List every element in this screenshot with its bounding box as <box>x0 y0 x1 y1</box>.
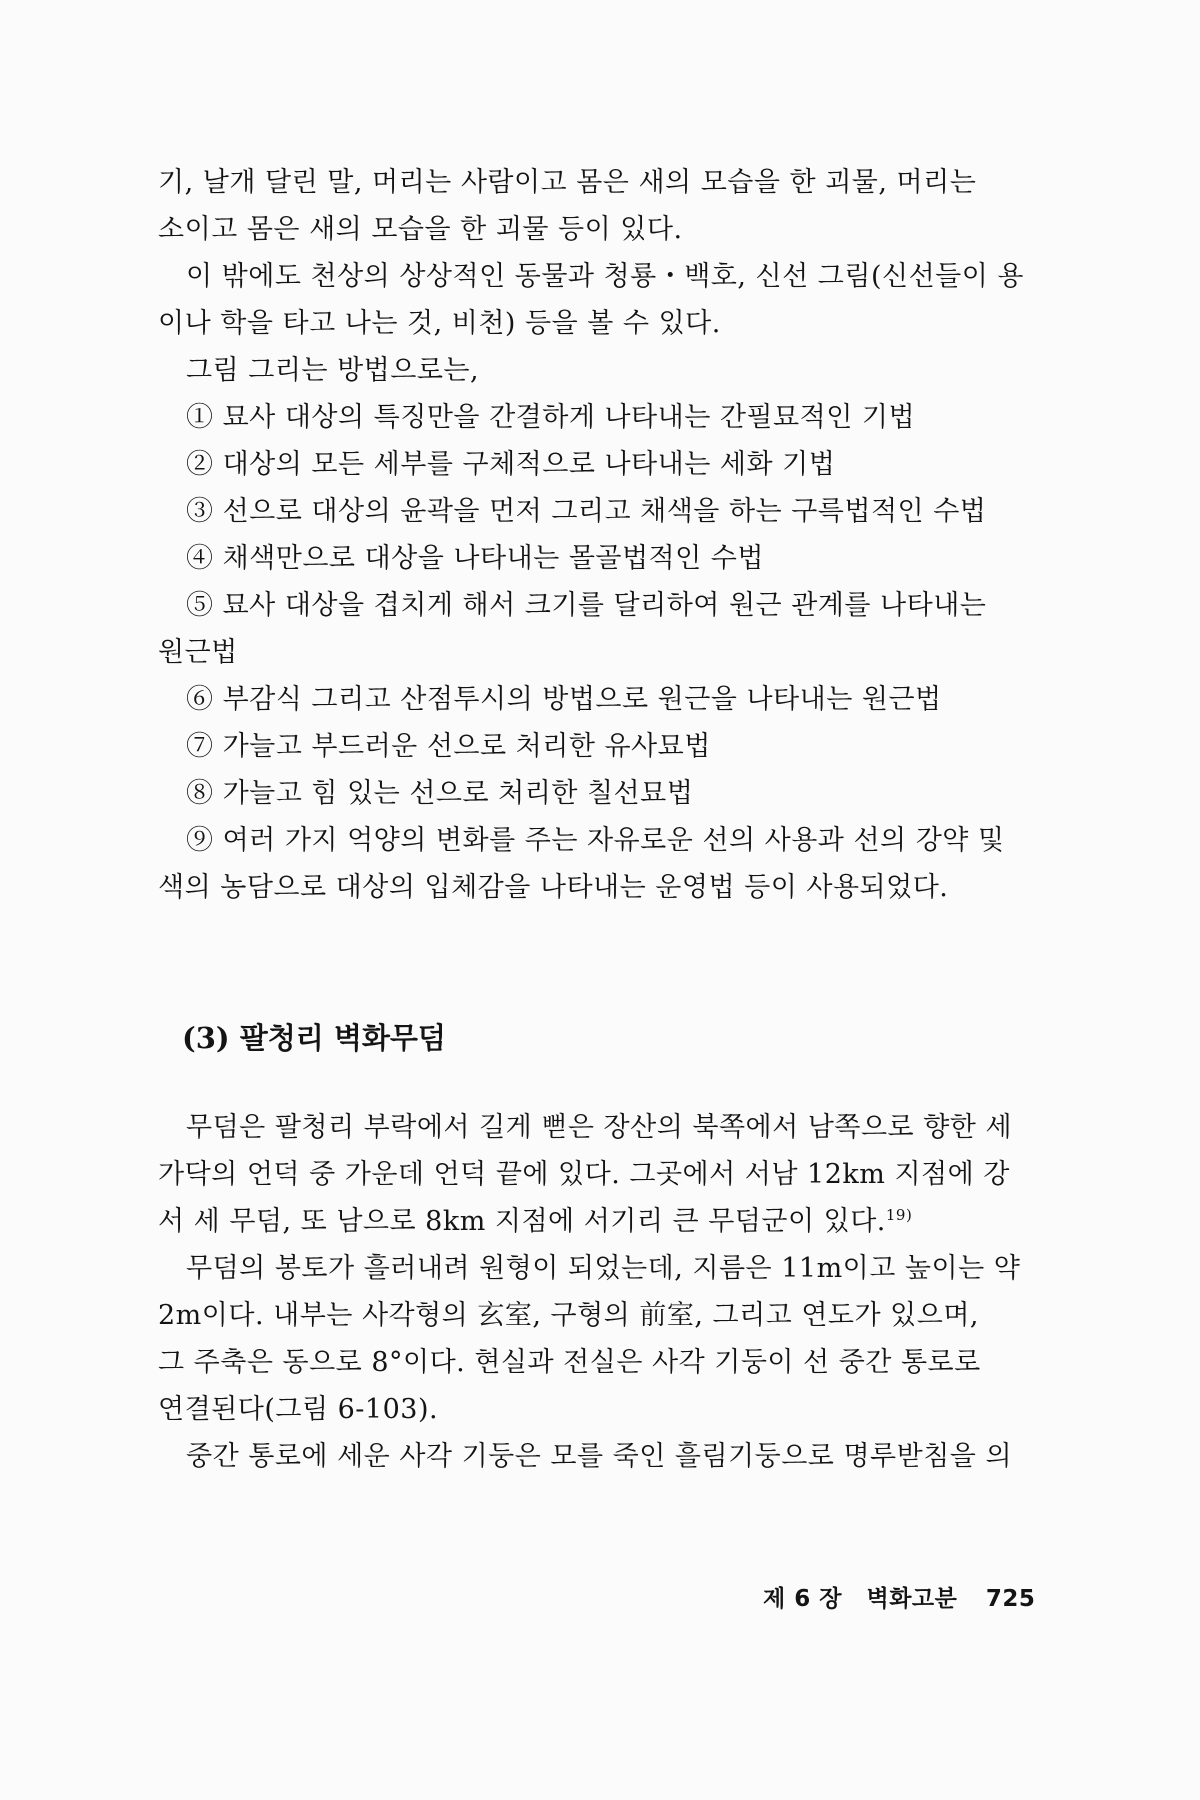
body-line: 중간 통로에 세운 사각 기둥은 모를 죽인 흘림기둥으로 명루받침을 의 <box>186 1441 1013 1472</box>
body-line: 색의 농담으로 대상의 입체감을 나타내는 운영법 등이 사용되었다. <box>158 872 949 903</box>
body-line <box>158 1197 1048 1247</box>
body-line: 2m이다. 내부는 사각형의 玄室, 구형의 前室, 그리고 연도가 있으며, <box>158 1300 979 1331</box>
list-item: ② 대상의 모든 세부를 구체적으로 나타내는 세화 기법 <box>186 449 836 480</box>
body-line: 무덤은 팔청리 부락에서 길게 뻗은 장산의 북쪽에서 남쪽으로 향한 세 <box>186 1112 1013 1143</box>
list-item: ⑧ 가늘고 힘 있는 선으로 처리한 칠선묘법 <box>186 778 694 809</box>
list-item: ③ 선으로 대상의 윤곽을 먼저 그리고 채색을 하는 구륵법적인 수법 <box>186 496 987 527</box>
page-number: 725 <box>985 1586 1036 1612</box>
list-item: ⑨ 여러 가지 억양의 변화를 주는 자유로운 선의 사용과 선의 강약 및 <box>186 825 1005 856</box>
body-line: 소이고 몸은 새의 모습을 한 괴물 등이 있다. <box>158 214 683 245</box>
list-item: ④ 채색만으로 대상을 나타내는 몰골법적인 수법 <box>186 543 764 574</box>
list-item: ⑥ 부감식 그리고 산점투시의 방법으로 원근을 나타내는 원근법 <box>186 684 942 715</box>
body-line: 그림 그리는 방법으로는, <box>186 355 480 386</box>
body-line-text: 서 세 무덤, 또 남으로 8km 지점에 서기리 큰 무덤군이 있다. <box>158 1206 886 1237</box>
page-footer <box>763 1580 1035 1613</box>
list-item: ⑦ 가늘고 부드러운 선으로 처리한 유사묘법 <box>186 731 711 762</box>
section-heading: (3) 팔청리 벽화무덤 <box>182 1021 446 1055</box>
list-item: ⑤ 묘사 대상을 겹치게 해서 크기를 달리하여 원근 관계를 나타내는 <box>186 590 987 621</box>
footer-title: 벽화고분 <box>866 1586 958 1612</box>
body-line: 원근법 <box>158 637 238 668</box>
list-item: ① 묘사 대상의 특징만을 간결하게 나타내는 간필묘적인 기법 <box>186 402 916 433</box>
footnote-reference: 19) <box>885 1206 913 1224</box>
body-line: 연결된다(그림 6-103). <box>158 1394 439 1425</box>
body-line: 기, 날개 달린 말, 머리는 사람이고 몸은 새의 모습을 한 괴물, 머리는 <box>158 167 977 198</box>
body-line: 무덤의 봉토가 흘러내려 원형이 되었는데, 지름은 11m이고 높이는 약 <box>186 1253 1021 1284</box>
body-line: 이 밖에도 천상의 상상적인 동물과 청룡・백호, 신선 그림(신선들이 용 <box>186 261 1024 292</box>
body-line: 그 주축은 동으로 8°이다. 현실과 전실은 사각 기둥이 선 중간 통로로 <box>158 1347 981 1378</box>
body-line: 이나 학을 타고 나는 것, 비천) 등을 볼 수 있다. <box>158 308 721 339</box>
footer-chapter: 제 6 장 <box>763 1586 842 1612</box>
body-line: 가닥의 언덕 중 가운데 언덕 끝에 있다. 그곳에서 서남 12km 지점에 강 <box>158 1159 1010 1190</box>
